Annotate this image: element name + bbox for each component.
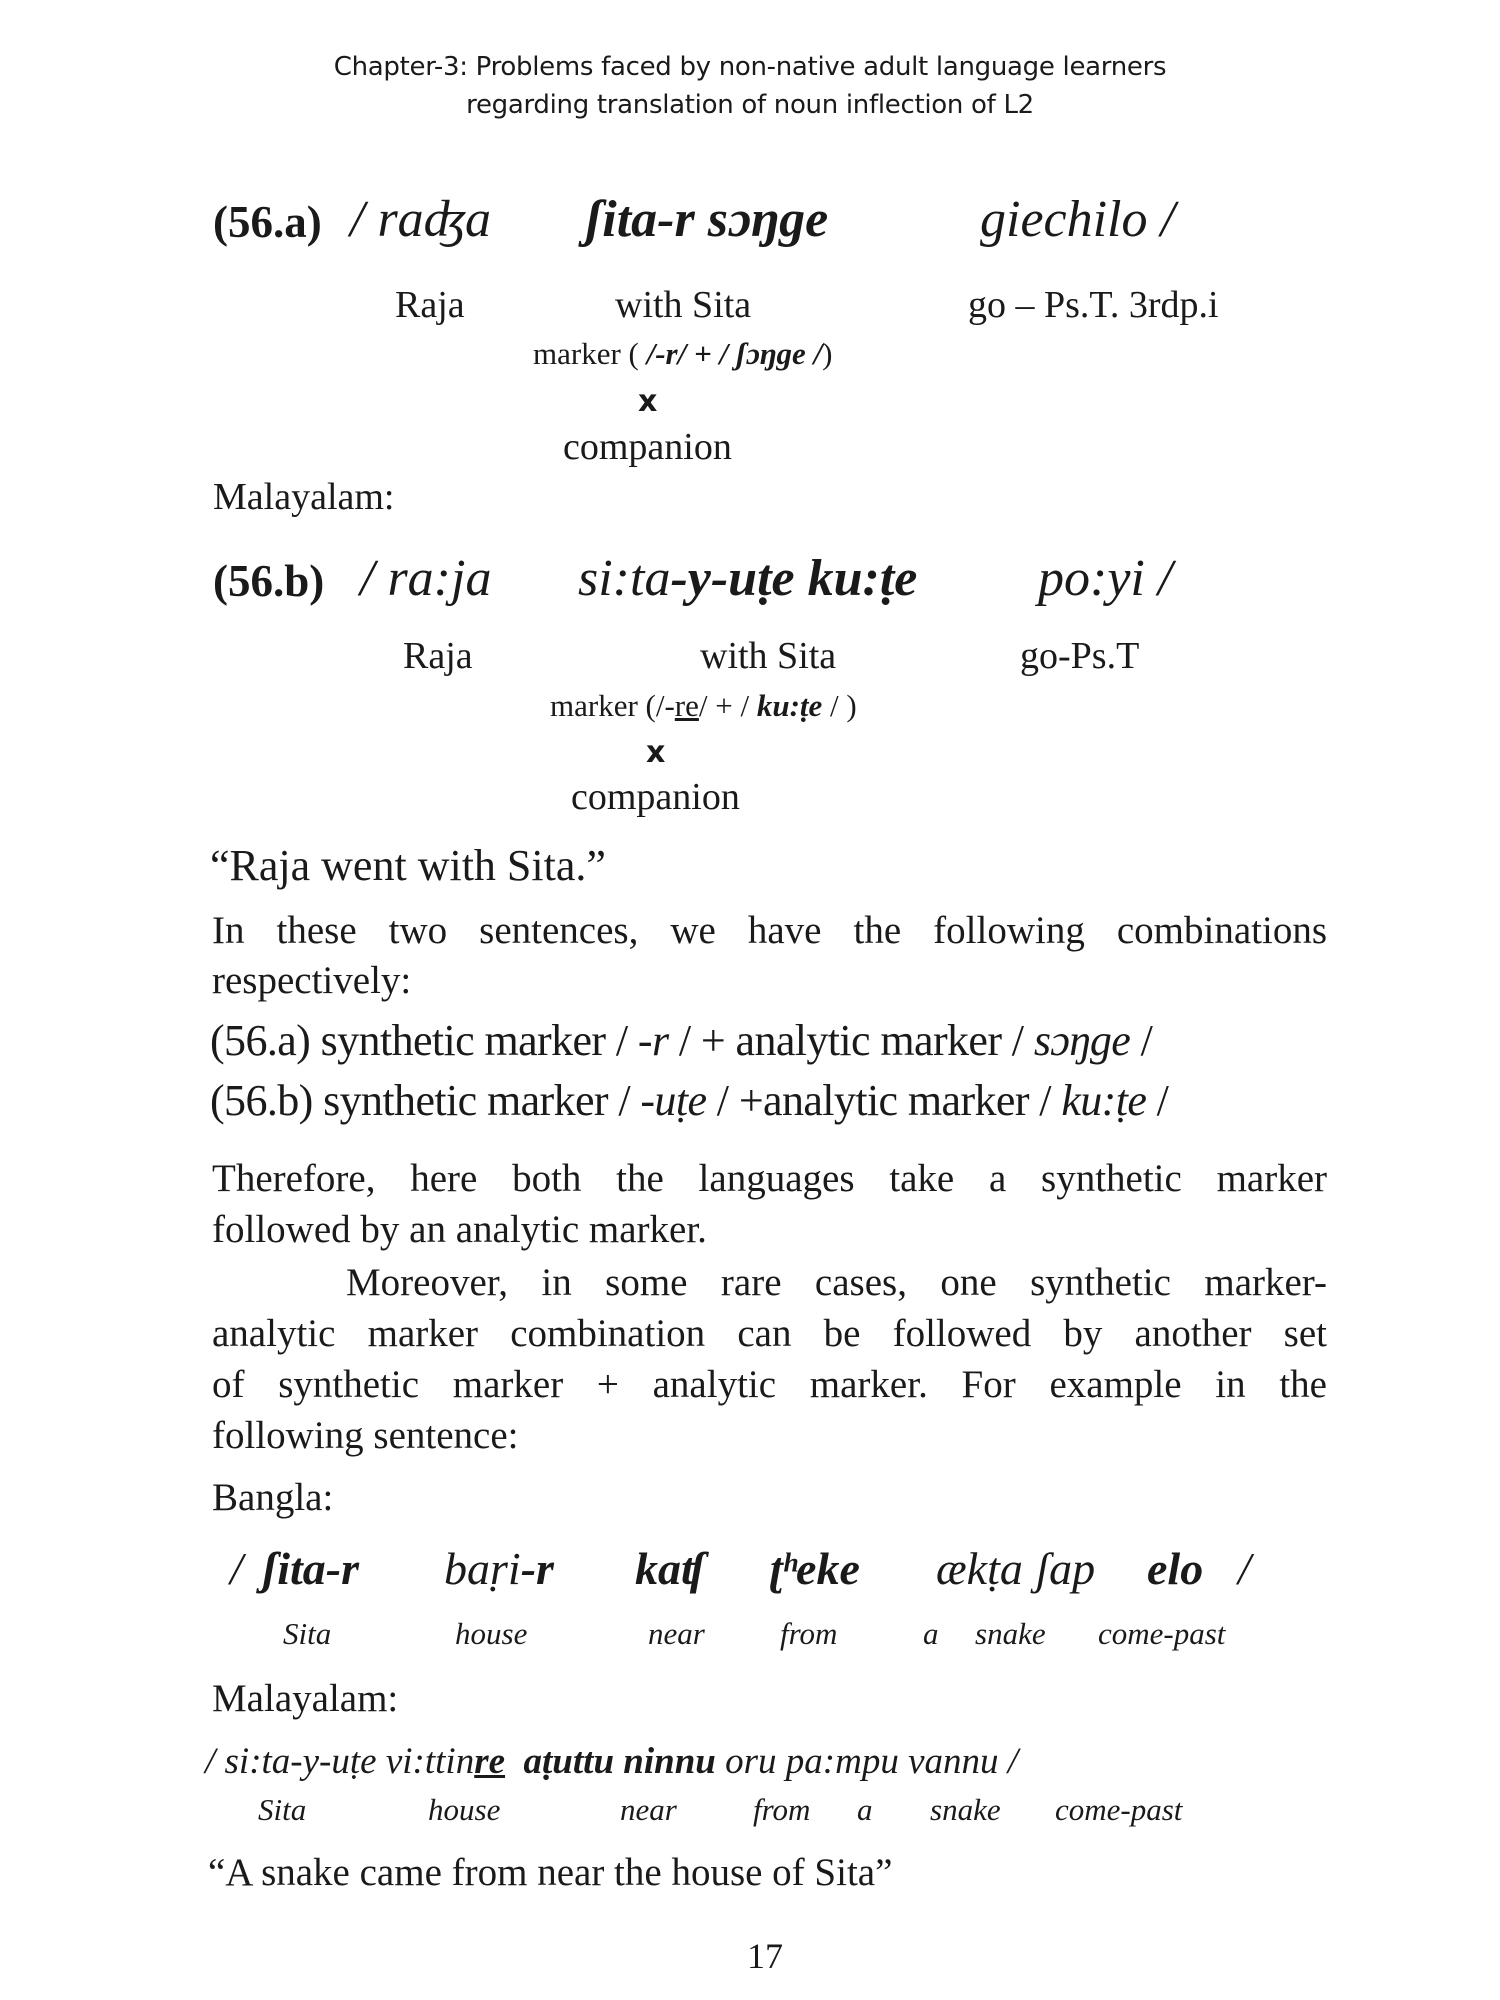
bangla-gloss-3: near — [648, 1616, 705, 1651]
label-malayalam-2: Malayalam: — [212, 1677, 399, 1720]
bangla-word-3: kaʧ — [635, 1543, 706, 1594]
bangla-word-2: baṛi-r — [444, 1543, 554, 1594]
example-number-56b: (56.b) — [213, 556, 325, 606]
combination-56a: (56.a) synthetic marker / -r / + analytic marker / sɔŋge / — [210, 1016, 1153, 1065]
bangla-gloss-2: house — [455, 1616, 528, 1651]
paragraph-3-line-3: of synthetic marker + analytic marker. For example in the — [212, 1363, 1327, 1406]
label-malayalam-1: Malayalam: — [213, 476, 395, 518]
example-56a-word-2: ʃita-r sɔŋge — [585, 191, 829, 248]
paragraph-2-line-1: Therefore, here both the languages take a synthetic marker — [212, 1157, 1327, 1200]
bangla-gloss-1: Sita — [283, 1616, 332, 1651]
example-56a-gloss-2: with Sita — [615, 284, 752, 326]
bangla-word-1: ʃita-r — [262, 1543, 360, 1594]
example-56b-gloss-3: go-Ps.T — [1020, 635, 1140, 677]
translation-56: “Raja went with Sita.” — [210, 841, 606, 890]
malayalam-gloss-3: near — [620, 1792, 677, 1827]
example-56a-gloss-1: Raja — [395, 284, 465, 326]
bangla-word-6: ʃap — [1036, 1543, 1096, 1594]
paragraph-3-line-4: following sentence: — [212, 1414, 519, 1457]
example-56b-word-2: si:ta-y-uṭe ku:ṭe — [578, 550, 918, 607]
paragraph-2-line-2: followed by an analytic marker. — [212, 1208, 707, 1251]
malayalam-gloss-5: a — [857, 1792, 873, 1827]
example-number-56a: (56.a) — [213, 197, 322, 247]
bangla-gloss-7: come-past — [1098, 1616, 1226, 1651]
bangla-word-4: ʈʰeke — [770, 1543, 860, 1594]
bangla-gloss-6: snake — [975, 1616, 1046, 1651]
chapter-header-line-1: Chapter-3: Problems faced by non-native adult language learners — [333, 52, 1167, 82]
example-56a-word-1: / raʤa — [350, 191, 492, 248]
example-56b-gloss-2: with Sita — [700, 635, 837, 677]
bangla-slash-open: / — [230, 1543, 243, 1594]
example-56a-gloss-3: go – Ps.T. 3rdp.i — [968, 284, 1219, 326]
translation-bangla-example: “A snake came from near the house of Sita” — [208, 1851, 893, 1894]
paragraph-3-line-1: Moreover, in some rare cases, one synthetic marker- — [346, 1261, 1327, 1304]
malayalam-gloss-4: from — [753, 1792, 811, 1827]
paragraph-1-line-2: respectively: — [212, 959, 412, 1002]
example-56b-cross-mark: x — [646, 735, 666, 770]
paragraph-1-line-1: In these two sentences, we have the following combinations — [212, 909, 1327, 952]
bangla-word-5: ækṭa — [936, 1543, 1023, 1594]
example-56a-companion: companion — [563, 426, 732, 468]
example-56a-cross-mark: x — [638, 384, 658, 419]
example-56b-marker-note: marker (/-re/ + / ku:ṭe / ) — [550, 688, 857, 723]
malayalam-gloss-7: come-past — [1055, 1792, 1183, 1827]
example-56b-word-3: po:yi / — [1038, 550, 1173, 607]
label-bangla: Bangla: — [212, 1476, 334, 1519]
example-56a-word-3: giechilo / — [980, 191, 1175, 248]
example-56b-word-1: / ra:ja — [360, 550, 492, 607]
bangla-gloss-5: a — [923, 1616, 939, 1651]
example-56b-companion: companion — [571, 776, 740, 818]
example-56a-marker-note: marker ( /-r/ + / ʃɔŋge /) — [533, 336, 833, 371]
bangla-gloss-4: from — [780, 1616, 838, 1651]
bangla-word-7: elo — [1147, 1543, 1204, 1594]
paragraph-3-line-2: analytic marker combination can be followed by another set — [212, 1312, 1327, 1355]
malayalam-sentence: / si:ta-y-uṭe vi:ttinre aṭuttu ninnu oru pa:mpu vannu / — [205, 1741, 1019, 1782]
malayalam-gloss-2: house — [428, 1792, 501, 1827]
chapter-header-line-2: regarding translation of noun inflection of L2 — [466, 90, 1034, 120]
example-56b-gloss-1: Raja — [403, 635, 473, 677]
malayalam-gloss-6: snake — [930, 1792, 1001, 1827]
page-number: 17 — [747, 1936, 783, 1976]
bangla-slash-close: / — [1238, 1543, 1251, 1594]
combination-56b: (56.b) synthetic marker / -uṭe / +analytic marker / ku:ṭe / — [210, 1076, 1169, 1125]
malayalam-gloss-1: Sita — [258, 1792, 307, 1827]
